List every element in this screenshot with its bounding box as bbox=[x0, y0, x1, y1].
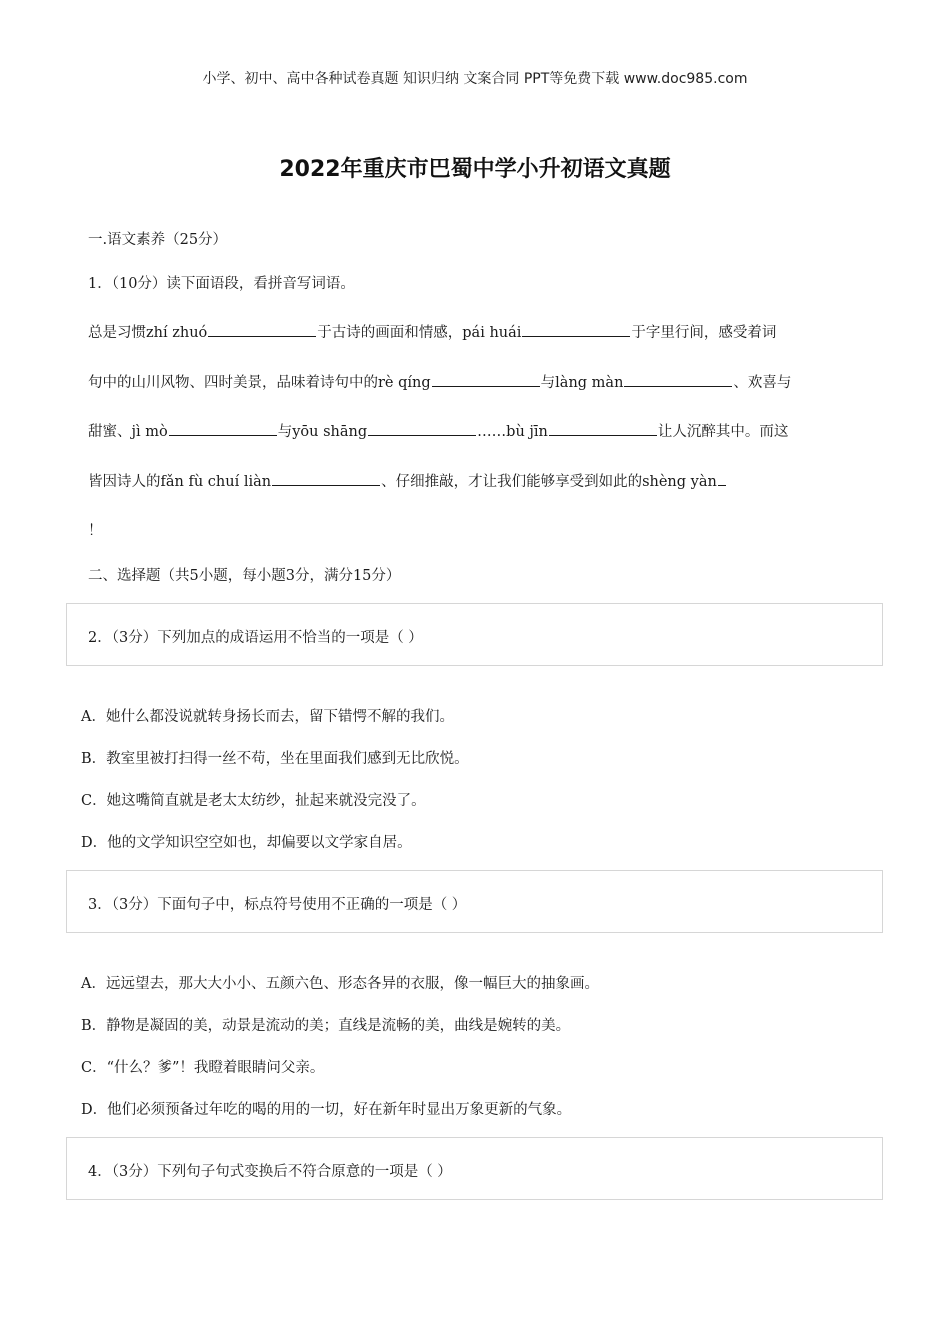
passage-line-4 bbox=[88, 470, 727, 491]
answer-blank[interactable] bbox=[624, 372, 732, 387]
passage-text: 总是习惯zhí zhuó bbox=[88, 325, 208, 341]
passage-text: 于字里行间，感受着词 bbox=[631, 325, 777, 341]
passage-text: 让人沉醉其中。而这 bbox=[657, 424, 789, 440]
answer-blank[interactable] bbox=[522, 322, 630, 337]
q3-option-c[interactable]: C．“什么？爹”！我瞪着眼睛问父亲。 bbox=[81, 1060, 325, 1076]
passage-text: 、仔细推敲，才让我们能够享受到如此的shèng yàn bbox=[381, 474, 717, 490]
question-4-prompt: 4．（3分）下列句子句式变换后不符合原意的一项是（ ） bbox=[88, 1164, 452, 1180]
q3-option-b[interactable]: B．静物是凝固的美，动景是流动的美；直线是流畅的美，曲线是婉转的美。 bbox=[81, 1018, 571, 1034]
question-1-prompt: 1．（10分）读下面语段，看拼音写词语。 bbox=[88, 276, 355, 292]
passage-text: 句中的山川风物、四时美景，品味着诗句中的rè qíng bbox=[88, 375, 431, 391]
answer-blank[interactable] bbox=[718, 471, 726, 486]
answer-blank[interactable] bbox=[368, 421, 476, 436]
answer-blank[interactable] bbox=[208, 322, 316, 337]
q2-option-c[interactable]: C．她这嘴简直就是老太太纺纱，扯起来就没完没了。 bbox=[81, 793, 426, 809]
passage-line-5: ！ bbox=[88, 523, 103, 539]
section-2-heading: 二、选择题（共5小题，每小题3分，满分15分） bbox=[88, 568, 401, 584]
passage-text: 与làng màn bbox=[540, 375, 624, 391]
q2-option-a[interactable]: A．她什么都没说就转身扬长而去，留下错愕不解的我们。 bbox=[81, 709, 454, 725]
q2-option-b[interactable]: B．教室里被打扫得一丝不苟，坐在里面我们感到无比欣悦。 bbox=[81, 751, 469, 767]
question-2-box bbox=[66, 603, 883, 666]
answer-blank[interactable] bbox=[549, 421, 657, 436]
passage-text: 与yōu shāng bbox=[277, 424, 368, 440]
passage-text: 于古诗的画面和情感，pái huái bbox=[317, 325, 522, 341]
answer-blank[interactable] bbox=[169, 421, 277, 436]
question-3-prompt: 3．（3分）下面句子中，标点符号使用不正确的一项是（ ） bbox=[88, 897, 467, 913]
passage-text: 甜蜜、jì mò bbox=[88, 424, 168, 440]
q2-option-d[interactable]: D．他的文学知识空空如也，却偏要以文学家自居。 bbox=[81, 835, 412, 851]
site-banner: 小学、初中、高中各种试卷真题 知识归纳 文案合同 PPT等免费下载 www.doc985.com bbox=[202, 71, 748, 87]
answer-blank[interactable] bbox=[272, 471, 380, 486]
question-4-box bbox=[66, 1137, 883, 1200]
passage-line-3 bbox=[88, 420, 788, 441]
q3-option-d[interactable]: D．他们必须预备过年吃的喝的用的一切，好在新年时显出万象更新的气象。 bbox=[81, 1102, 572, 1118]
page-title: 2022年重庆市巴蜀中学小升初语文真题 bbox=[279, 157, 671, 182]
answer-blank[interactable] bbox=[432, 372, 540, 387]
passage-text: 皆因诗人的fǎn fù chuí liàn bbox=[88, 474, 272, 490]
passage-line-1 bbox=[88, 321, 776, 342]
passage-line-2 bbox=[88, 371, 791, 392]
passage-text: ……bù jīn bbox=[477, 424, 548, 440]
question-2-prompt: 2．（3分）下列加点的成语运用不恰当的一项是（ ） bbox=[88, 630, 423, 646]
q3-option-a[interactable]: A．远远望去，那大大小小、五颜六色、形态各异的衣服，像一幅巨大的抽象画。 bbox=[81, 976, 599, 992]
passage-text: 、欢喜与 bbox=[733, 375, 792, 391]
question-3-box bbox=[66, 870, 883, 933]
section-1-heading: 一.语文素养（25分） bbox=[88, 232, 228, 248]
